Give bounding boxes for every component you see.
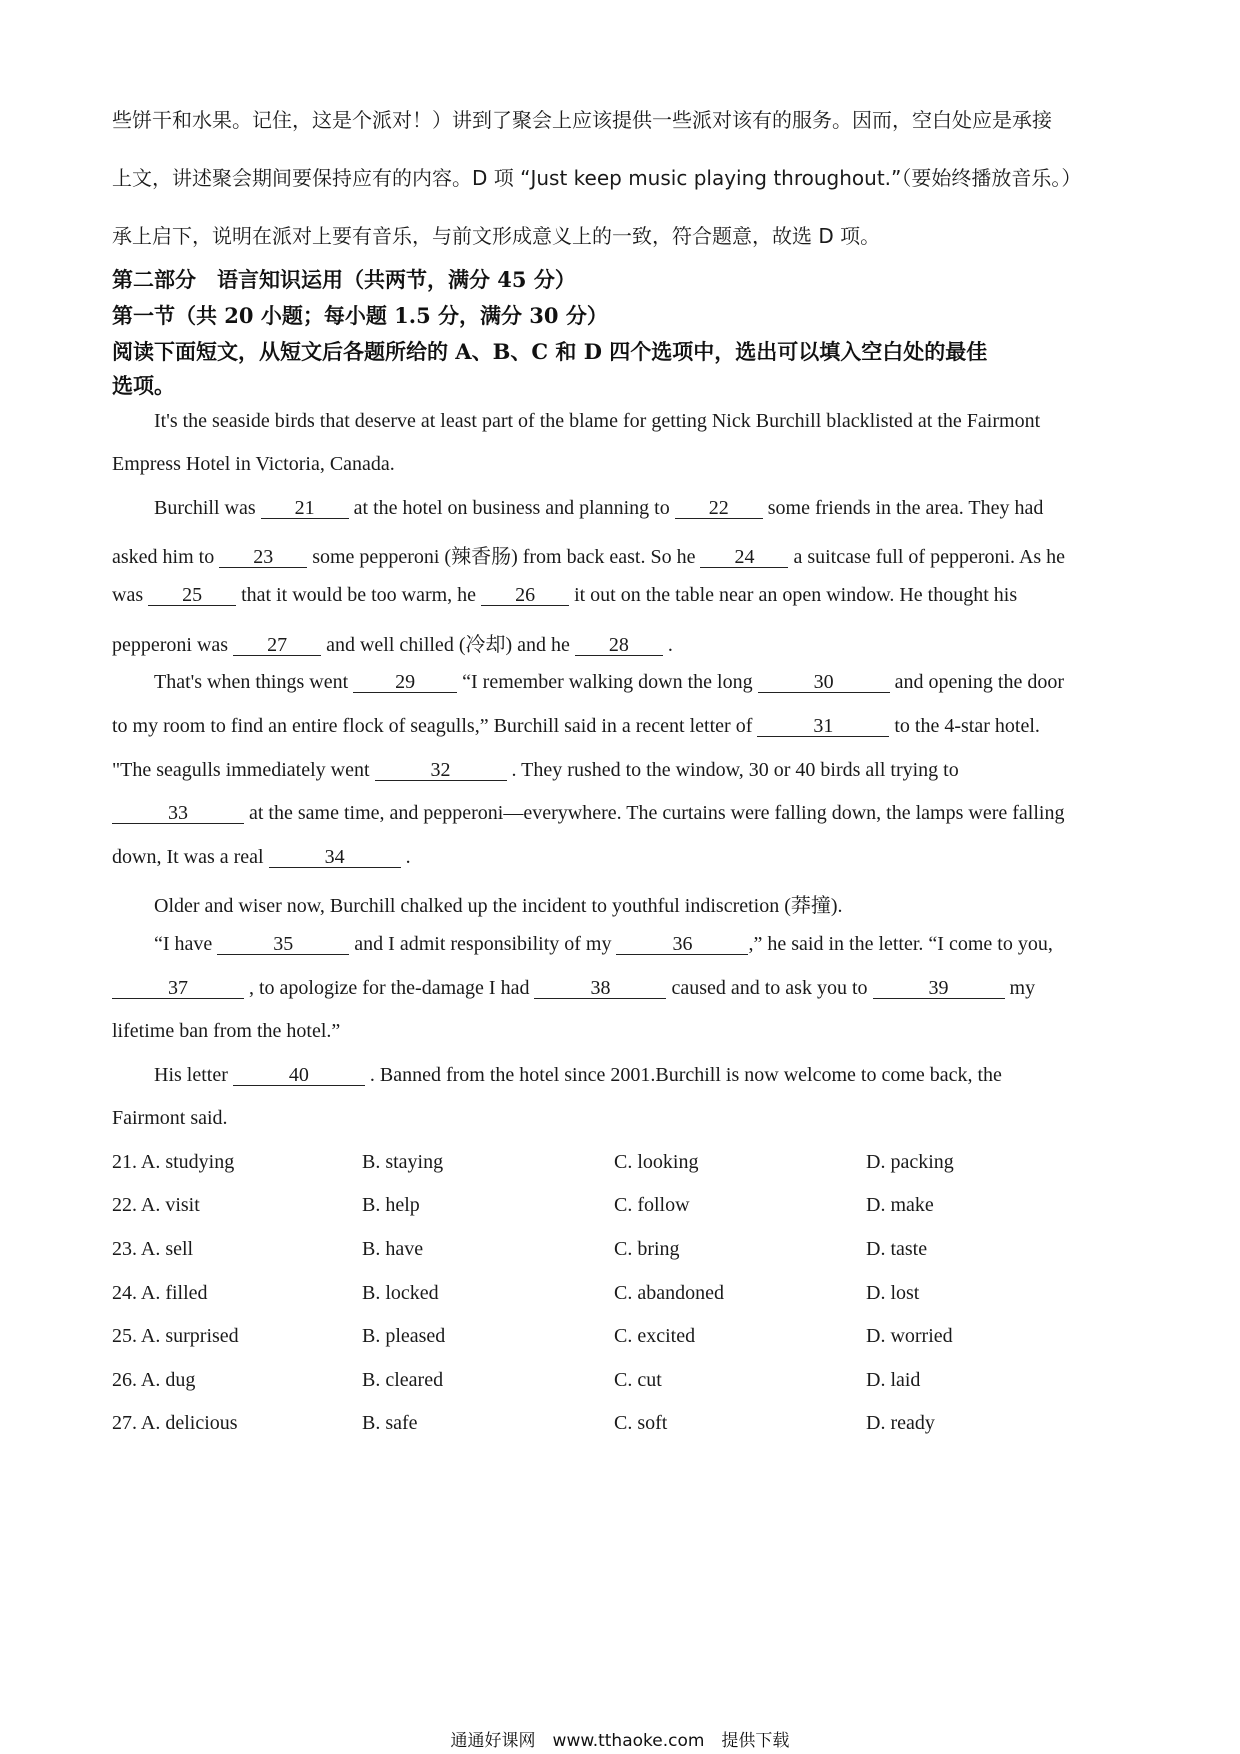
option-21-c: C. looking [614, 1151, 699, 1173]
option-21-b: B. staying [362, 1151, 444, 1173]
text: and I admit responsibility of my [349, 933, 617, 955]
blank-32: 32 [375, 760, 507, 781]
text: down, It was a real [112, 846, 269, 868]
option-24-d: D. lost [866, 1282, 920, 1304]
passage-p3-line-1 [154, 671, 1064, 694]
option-23-a: 23. A. sell [112, 1238, 194, 1260]
text: “I have [154, 933, 218, 955]
blank-26: 26 [481, 585, 569, 606]
option-23-d: D. taste [866, 1238, 928, 1260]
blank-23: 23 [219, 547, 307, 568]
explanation-line-1: 些饼干和水果。记住，这是个派对！）讲到了聚会上应该提供一些派对该有的服务。因而，空白处应是承接 [112, 108, 1052, 132]
blank-39: 39 [873, 978, 1005, 999]
instruction-line-1: 阅读下面短文，从短文后各题所给的 A、B、C 和 D 四个选项中，选出可以填入空白处的最佳 [112, 339, 988, 364]
text: it out on the table near an open window. He thought his [569, 584, 1018, 606]
passage-p2-line-4 [112, 628, 673, 657]
text: to the 4-star hotel. [889, 715, 1040, 737]
option-22-c: C. follow [614, 1194, 690, 1216]
blank-27: 27 [233, 635, 321, 656]
blank-24: 24 [700, 547, 788, 568]
page-footer: 通通好课网 www.tthaoke.com 提供下载 [450, 1731, 790, 1751]
text: His letter [154, 1064, 233, 1086]
option-26-c: C. cut [614, 1369, 662, 1391]
option-22-a: 22. A. visit [112, 1194, 200, 1216]
option-25-c: C. excited [614, 1325, 696, 1347]
passage-p6-line-1 [154, 1064, 1002, 1087]
passage-p5-line-2 [112, 977, 1035, 1000]
blank-36: 36 [616, 934, 748, 955]
text: and opening the door [889, 671, 1065, 693]
option-27-b: B. safe [362, 1412, 418, 1434]
option-26-d: D. laid [866, 1369, 921, 1391]
blank-35: 35 [217, 934, 349, 955]
blank-30: 30 [758, 672, 890, 693]
option-21-a: 21. A. studying [112, 1151, 235, 1173]
passage-p5-line-1 [154, 933, 1053, 956]
text: . Banned from the hotel since 2001.Burchill is now welcome to come back, the [364, 1064, 1002, 1086]
option-27-a: 27. A. delicious [112, 1412, 238, 1434]
passage-p2-line-2 [112, 540, 1065, 569]
text: "The seagulls immediately went [112, 759, 375, 781]
passage-p3-line-2 [112, 715, 1040, 738]
option-24-b: B. locked [362, 1282, 439, 1304]
blank-29: 29 [353, 672, 457, 693]
passage-p5-line-3: lifetime ban from the hotel.” [112, 1020, 341, 1042]
text: Burchill was [154, 497, 261, 519]
option-27-c: C. soft [614, 1412, 668, 1434]
blank-34: 34 [269, 847, 401, 868]
text: . [400, 846, 411, 868]
instruction-line-2: 选项。 [112, 373, 175, 398]
explanation-line-3: 承上启下，说明在派对上要有音乐，与前文形成意义上的一致，符合题意，故选 D 项。 [112, 224, 881, 248]
text: ,” he said in the letter. “I come to you, [748, 933, 1053, 955]
text: a suitcase full of pepperoni. As he [788, 546, 1066, 568]
text: “I remember walking down the long [457, 671, 758, 693]
text: . [662, 634, 673, 656]
blank-25: 25 [148, 585, 236, 606]
part-title: 第二部分 语言知识运用（共两节，满分 45 分） [112, 267, 576, 292]
option-21-d: D. packing [866, 1151, 954, 1173]
text: asked him to [112, 546, 220, 568]
option-22-d: D. make [866, 1194, 934, 1216]
option-27-d: D. ready [866, 1412, 935, 1434]
passage-p3-line-5 [112, 846, 411, 869]
option-24-c: C. abandoned [614, 1282, 724, 1304]
option-26-a: 26. A. dug [112, 1369, 196, 1391]
text: . They rushed to the window, 30 or 40 birds all trying to [506, 759, 959, 781]
option-25-a: 25. A. surprised [112, 1325, 239, 1347]
option-24-a: 24. A. filled [112, 1282, 208, 1304]
text: and well chilled (冷却) and he [321, 634, 575, 656]
passage-p3-line-3 [112, 759, 959, 782]
text: that it would be too warm, he [236, 584, 482, 606]
option-22-b: B. help [362, 1194, 420, 1216]
subsection-title: 第一节（共 20 小题；每小题 1.5 分，满分 30 分） [112, 303, 608, 328]
blank-38: 38 [534, 978, 666, 999]
text: some friends in the area. They had [762, 497, 1044, 519]
blank-33: 33 [112, 803, 244, 824]
text: at the same time, and pepperoni—everywhere. The curtains were falling down, the lamps were falling [244, 802, 1065, 824]
option-23-c: C. bring [614, 1238, 680, 1260]
option-25-b: B. pleased [362, 1325, 446, 1347]
passage-p4-line-1: Older and wiser now, Burchill chalked up the incident to youthful indiscretion (莽撞). [154, 895, 843, 917]
text: pepperoni was [112, 634, 234, 656]
text: That's when things went [154, 671, 354, 693]
blank-40: 40 [233, 1065, 365, 1086]
text: was [112, 584, 149, 606]
option-25-d: D. worried [866, 1325, 953, 1347]
text: to my room to find an entire flock of seagulls,” Burchill said in a recent letter of [112, 715, 758, 737]
blank-28: 28 [575, 635, 663, 656]
text: at the hotel on business and planning to [348, 497, 675, 519]
text: my [1004, 977, 1036, 999]
passage-p1-line-1: It's the seaside birds that deserve at least part of the blame for getting Nick Burchill blacklisted at the Fairmont [154, 410, 1041, 432]
passage-p6-line-2: Fairmont said. [112, 1107, 228, 1129]
passage-p3-line-4 [112, 802, 1064, 825]
text: , to apologize for the-damage I had [244, 977, 535, 999]
text: some pepperoni (辣香肠) from back east. So he [307, 546, 701, 568]
option-23-b: B. have [362, 1238, 424, 1260]
blank-22: 22 [675, 498, 763, 519]
passage-p2-line-3 [112, 584, 1017, 607]
option-26-b: B. cleared [362, 1369, 444, 1391]
blank-31: 31 [757, 716, 889, 737]
text: caused and to ask you to [666, 977, 873, 999]
blank-21: 21 [261, 498, 349, 519]
passage-p1-line-2: Empress Hotel in Victoria, Canada. [112, 453, 395, 475]
explanation-line-2: 上文，讲述聚会期间要保持应有的内容。D 项 “Just keep music playing throughout.”（要始终播放音乐。） [112, 166, 1082, 190]
blank-37: 37 [112, 978, 244, 999]
passage-p2-line-1 [154, 497, 1043, 520]
